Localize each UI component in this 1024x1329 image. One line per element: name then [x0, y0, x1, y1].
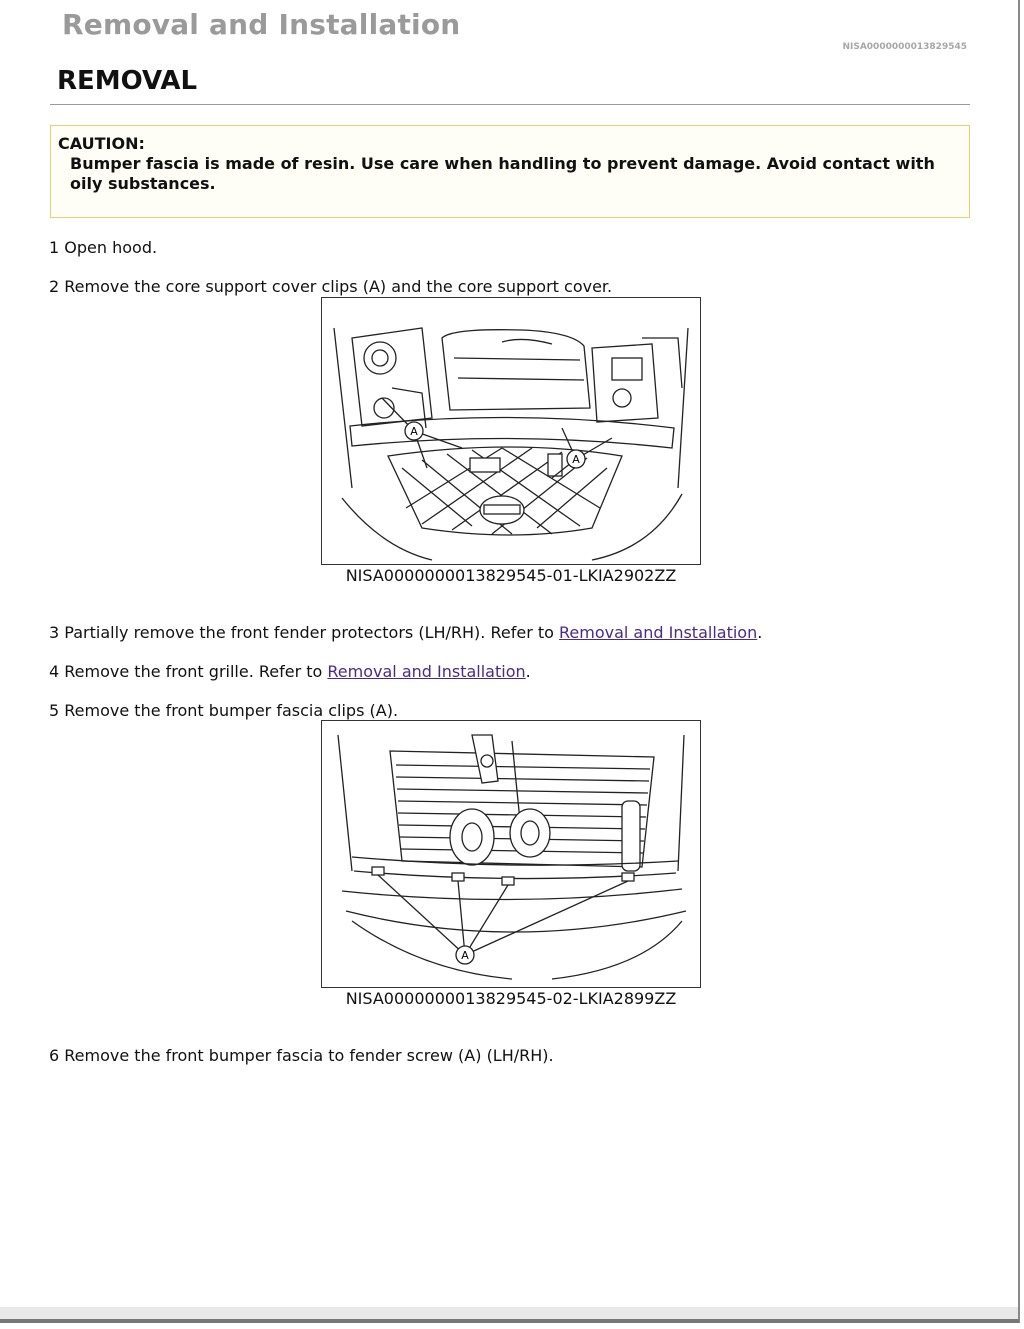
step-number: 1 — [49, 238, 60, 257]
step-number: 4 — [49, 662, 60, 681]
removal-installation-link[interactable]: Removal and Installation — [559, 623, 758, 642]
removal-installation-link[interactable]: Removal and Installation — [327, 662, 526, 681]
step-3 — [49, 623, 762, 642]
caution-text: Bumper fascia is made of resin. Use care when handling to prevent damage. Avoid contact with oily substances. — [70, 154, 935, 193]
step-text: Remove the front bumper fascia to fender screw (A) (LH/RH). — [64, 1046, 554, 1065]
step-4 — [49, 662, 531, 681]
step-5 — [49, 701, 398, 720]
radiator-bumper-illustration — [322, 721, 700, 987]
callout-a-right: A — [572, 453, 580, 466]
step-number: 3 — [49, 623, 60, 642]
step-text: Partially remove the front fender protectors (LH/RH). Refer to — [64, 623, 559, 642]
callout-a: A — [461, 949, 469, 962]
step-text: Remove the front grille. Refer to — [64, 662, 328, 681]
figure-core-support-cover — [321, 297, 701, 565]
step-number: 2 — [49, 277, 60, 296]
step-6 — [49, 1046, 554, 1065]
step-number: 6 — [49, 1046, 60, 1065]
document-title: Removal and Installation — [62, 8, 461, 41]
caution-box — [50, 125, 970, 218]
engine-bay-illustration — [322, 298, 700, 564]
caution-label: CAUTION: — [58, 134, 145, 153]
step-suffix: . — [525, 662, 531, 681]
figure-caption: NISA0000000013829545-01-LKIA2902ZZ — [345, 566, 677, 585]
section-divider — [50, 104, 970, 105]
section-title: REMOVAL — [57, 66, 198, 96]
step-text: Open hood. — [64, 238, 158, 257]
step-number: 5 — [49, 701, 60, 720]
step-suffix: . — [757, 623, 763, 642]
figure-caption: NISA0000000013829545-02-LKIA2899ZZ — [345, 989, 677, 1008]
document-id: NISA0000000013829545 — [842, 42, 967, 52]
callout-a-left: A — [410, 425, 418, 438]
step-1 — [49, 238, 157, 257]
step-text: Remove the core support cover clips (A) and the core support cover. — [64, 277, 613, 296]
figure-bumper-fascia-clips — [321, 720, 701, 988]
step-text: Remove the front bumper fascia clips (A). — [64, 701, 399, 720]
step-2 — [49, 277, 612, 296]
